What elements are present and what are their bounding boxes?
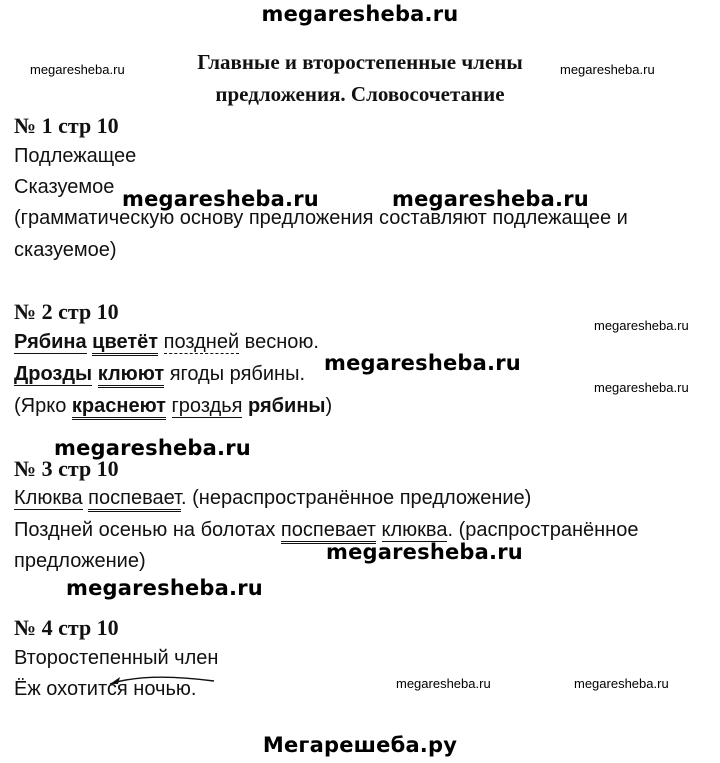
watermark-small: megaresheba.ru <box>574 676 669 691</box>
task4-line2: Ёж охотится ночью. <box>14 678 197 700</box>
watermark-small: megaresheba.ru <box>594 318 689 333</box>
task1-line3: (грамматическую основу предложения составляют подлежащее и <box>14 207 628 229</box>
task3-sentence1 <box>14 487 531 510</box>
task3-sentence2 <box>14 519 638 542</box>
watermark-mid: megaresheba.ru <box>66 576 263 600</box>
plain-text: рябины <box>248 395 326 417</box>
predicate-word: клюют <box>98 363 164 388</box>
task2-sentence3 <box>14 395 332 418</box>
secondary-word: поздней <box>163 331 240 353</box>
page-title-line2: предложения. Словосочетание <box>215 82 505 106</box>
subject-word: Рябина <box>14 331 87 353</box>
predicate-word: краснеют <box>72 395 166 420</box>
plain-text: (Ярко <box>14 395 72 417</box>
predicate-word: поспевает <box>281 519 376 544</box>
predicate-word: цветёт <box>92 331 158 356</box>
task1-line2: Сказуемое <box>14 176 115 198</box>
task1-line4: сказуемое) <box>14 239 117 261</box>
watermark-mid: megaresheba.ru <box>326 540 523 564</box>
subject-word: Дрозды <box>14 363 93 385</box>
plain-text: . (распространённое <box>447 519 639 541</box>
plain-text: весною. <box>239 331 319 353</box>
task2-heading: № 2 стр 10 <box>14 299 119 324</box>
task3-sentence2-cont: предложение) <box>14 550 146 572</box>
subject-word: Клюква <box>14 487 83 509</box>
plain-text: . (нераспространённое предложение) <box>181 487 532 509</box>
task1-line1: Подлежащее <box>14 145 137 167</box>
watermark-small: megaresheba.ru <box>560 62 655 77</box>
subject-word: гроздья <box>171 395 243 417</box>
subject-word: клюква <box>381 519 448 541</box>
plain-text: ягоды <box>169 363 225 385</box>
watermark-small: megaresheba.ru <box>594 380 689 395</box>
watermark-mid: megaresheba.ru <box>324 351 521 375</box>
task2-sentence2 <box>14 363 305 386</box>
footer-watermark: Мегарешеба.ру <box>262 733 458 757</box>
task4-line1: Второстепенный член <box>14 647 219 669</box>
task2-sentence1 <box>14 331 319 354</box>
task4-heading: № 4 стр 10 <box>14 615 119 640</box>
watermark-mid: megaresheba.ru <box>122 187 319 211</box>
page-title-line1: Главные и второстепенные члены <box>197 50 523 74</box>
task1-heading: № 1 стр 10 <box>14 113 119 138</box>
watermark-mid: megaresheba.ru <box>392 187 589 211</box>
task3-heading: № 3 стр 10 <box>14 456 119 481</box>
watermark-small: megaresheba.ru <box>396 676 491 691</box>
predicate-word: поспевает <box>88 487 181 512</box>
plain-text: Поздней осенью на болотах <box>14 519 281 541</box>
watermark-top: megaresheba.ru <box>261 2 459 26</box>
plain-text: ) <box>325 395 333 417</box>
watermark-small: megaresheba.ru <box>30 62 125 77</box>
plain-text: рябины. <box>224 363 305 385</box>
watermark-mid: megaresheba.ru <box>54 436 251 460</box>
